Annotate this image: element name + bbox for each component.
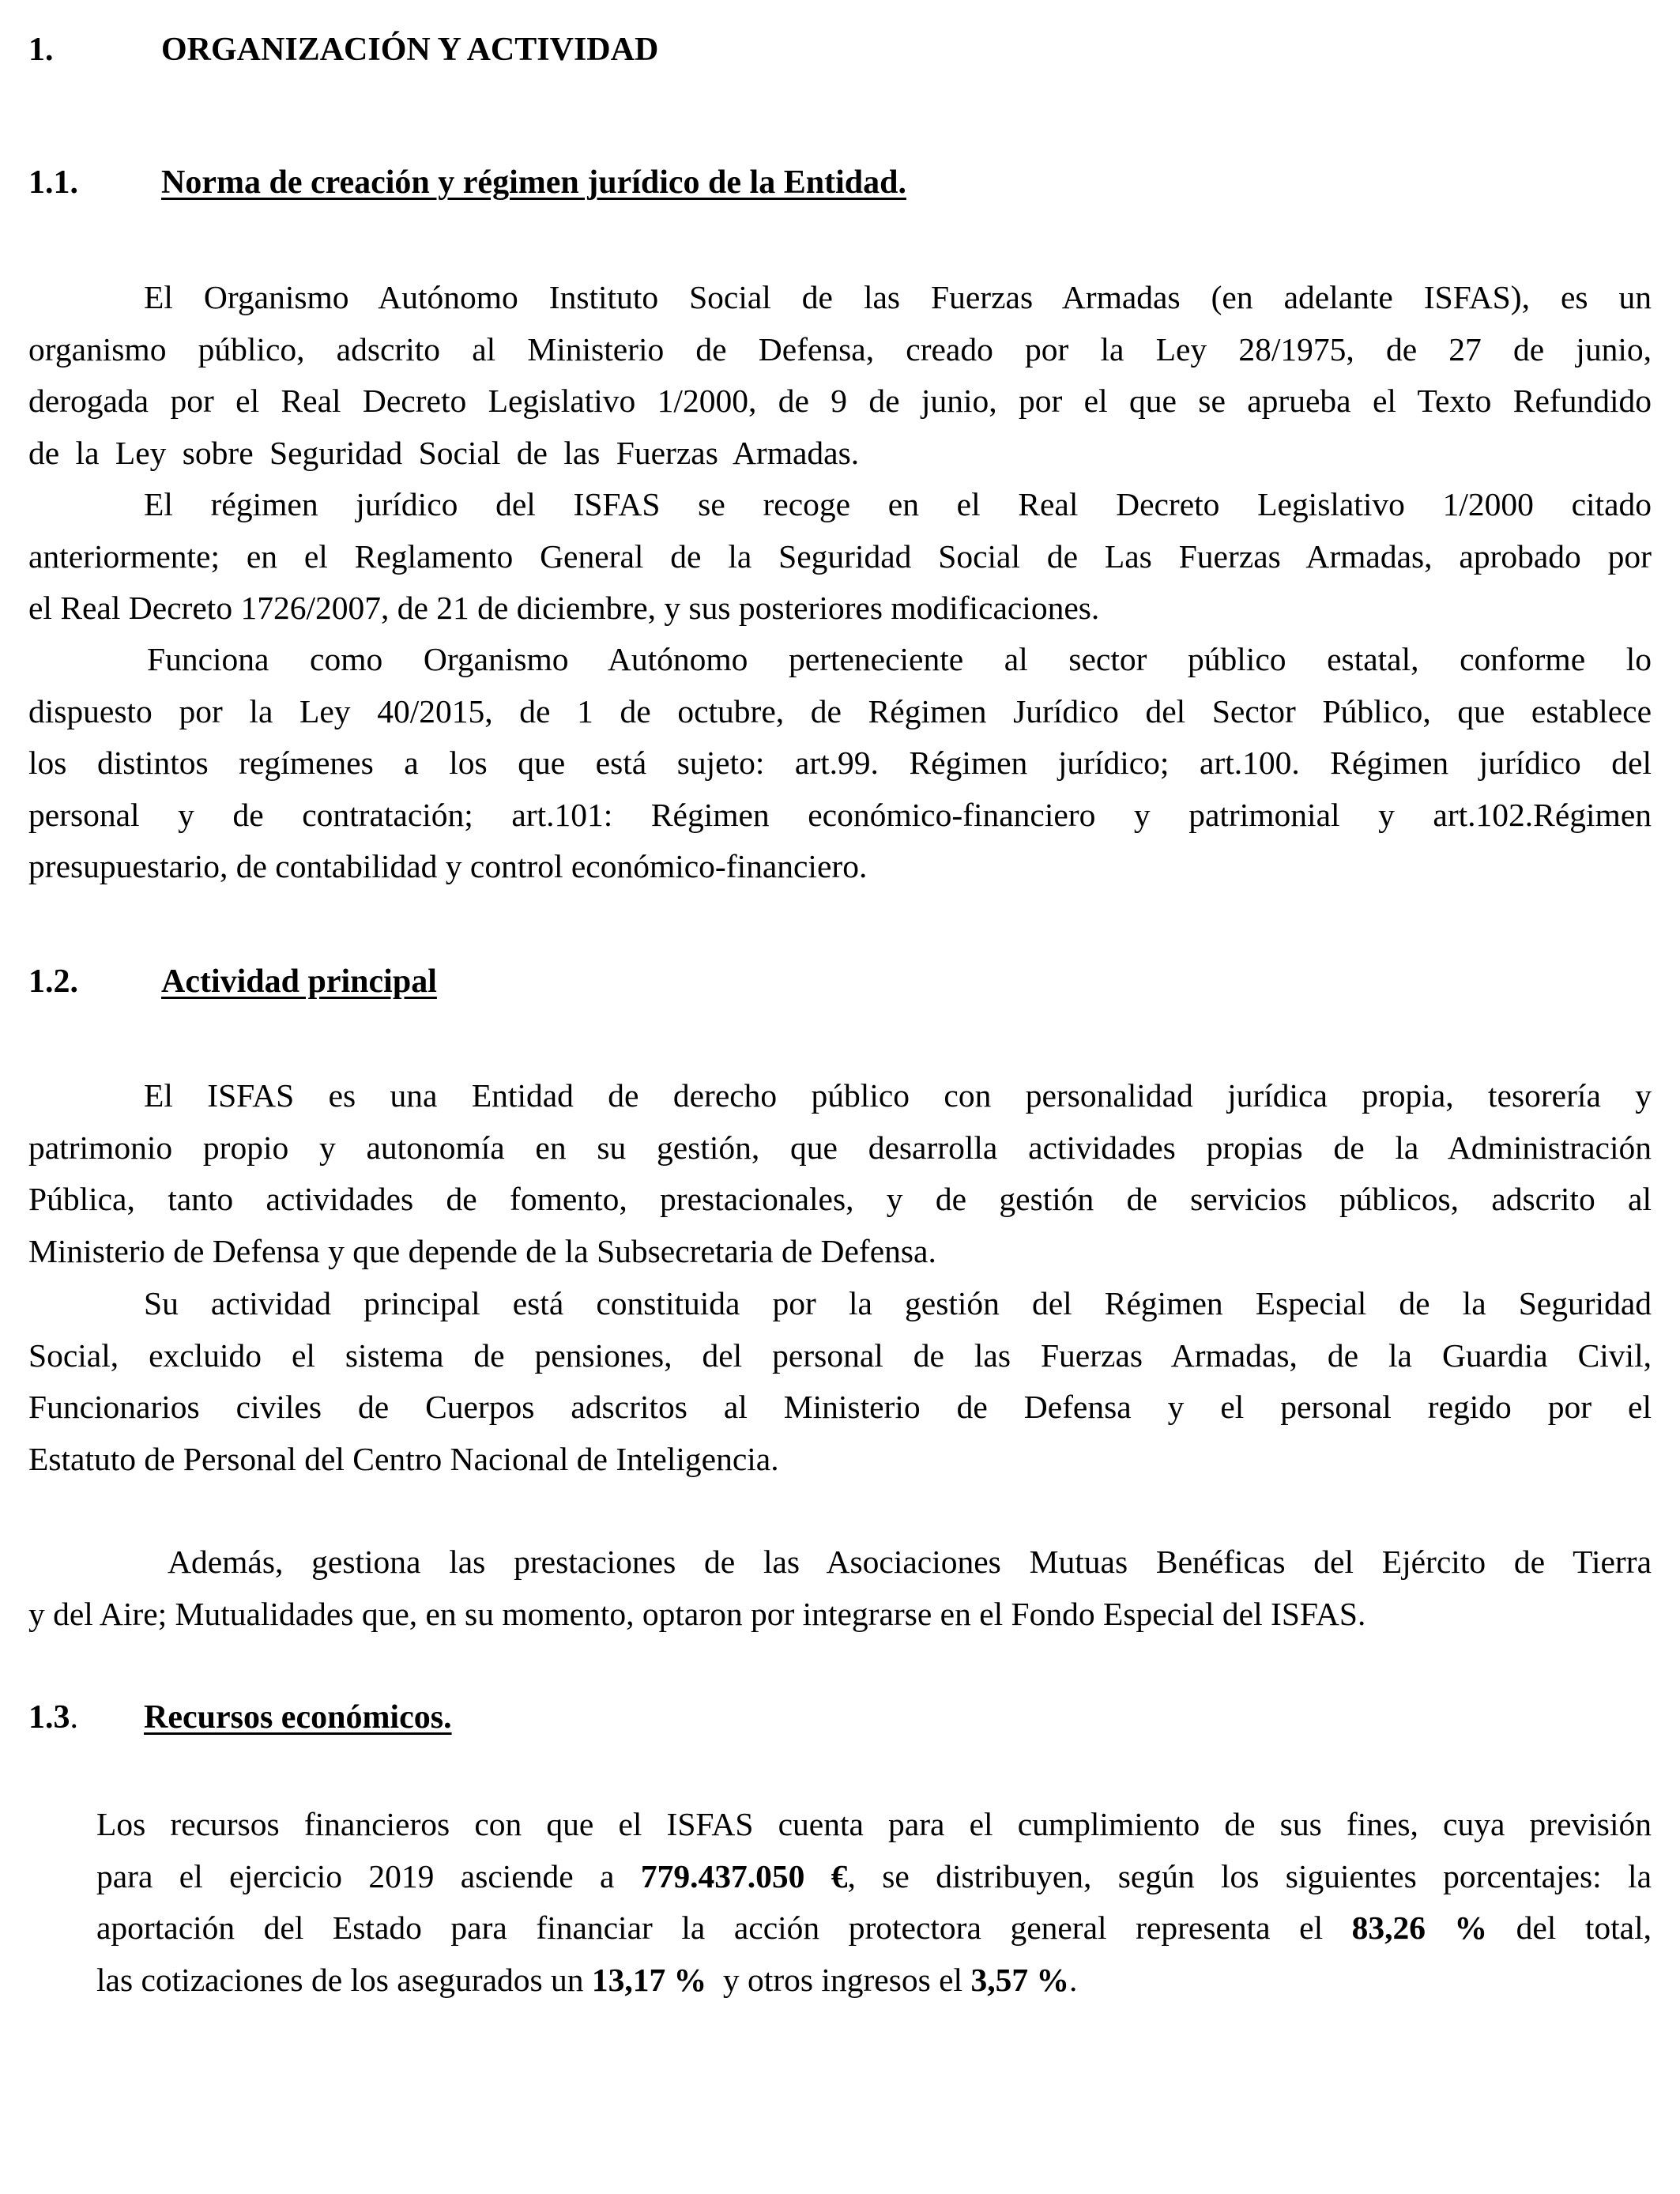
text-line: El Organismo Autónomo Instituto Social de las Fuerzas Armadas (en adelante ISFAS), es un <box>144 279 1652 315</box>
text-line: el Real Decreto 1726/2007, de 21 de diciembre, y sus posteriores modificaciones. <box>28 590 1100 626</box>
paragraph-legal-regime <box>28 479 1652 635</box>
text-line: Los recursos financieros con que el ISFAS cuenta para el cumplimiento de sus fines, cuya previsión <box>96 1806 1652 1842</box>
section-number-value: 1.3 <box>28 1699 70 1736</box>
text-line <box>96 1851 1652 1903</box>
section-title: Actividad principal <box>161 963 437 1000</box>
section-1-1-heading <box>28 163 1135 202</box>
text-fragment: aportación del Estado para financiar la acción protectora general representa el <box>96 1909 1352 1946</box>
text-line: Su actividad principal está constituida por la gestión del Régimen Especial de la Seguridad <box>144 1285 1652 1321</box>
section-1-heading <box>28 30 819 70</box>
text-line: Social, excluido el sistema de pensiones, del personal de las Fuerzas Armadas, de la Guardia Civil, <box>28 1336 1652 1374</box>
text-line: Estatuto de Personal del Centro Nacional de Inteligencia. <box>28 1440 779 1477</box>
section-number: 1. <box>28 32 54 68</box>
text-line: de la Ley sobre Seguridad Social de las Fuerzas Armadas. <box>28 434 860 471</box>
budget-amount: 779.437.050 € <box>640 1857 848 1894</box>
state-contribution-percent: 83,26 % <box>1351 1909 1488 1946</box>
text-line: personal y de contratación; art.101: Régimen económico-financiero y patrimonial y art.102.Régimen <box>28 796 1652 833</box>
section-title: ORGANIZACIÓN Y ACTIVIDAD <box>161 32 659 68</box>
text-line: presupuestario, de contabilidad y control económico-financiero. <box>28 848 868 884</box>
section-1-2-heading <box>28 962 819 1001</box>
section-number <box>28 1698 78 1737</box>
text-line: los distintos regímenes a los que está sujeto: art.99. Régimen jurídico; art.100. Régimen jurídico del <box>28 745 1652 781</box>
text-line: Además, gestiona las prestaciones de las Asociaciones Mutuas Benéficas del Ejército de Tierra <box>168 1544 1652 1580</box>
text-fragment: del total, <box>1487 1909 1652 1946</box>
paragraph-main-activity <box>28 1278 1652 1485</box>
text-line: organismo público, adscrito al Ministerio de Defensa, creado por la Ley 28/1975, de 27 de junio, <box>28 330 1652 368</box>
section-title: Norma de creación y régimen jurídico de la Entidad. <box>161 164 906 201</box>
text-line: Pública, tanto actividades de fomento, prestacionales, y de gestión de servicios públicos, adscrito al <box>28 1181 1652 1217</box>
text-line: dispuesto por la Ley 40/2015, de 1 de octubre, de Régimen Jurídico del Sector Público, que establece <box>28 692 1652 729</box>
text-fragment: para el ejercicio 2019 asciende a <box>96 1857 641 1894</box>
text-line <box>96 1902 1652 1955</box>
text-line: anteriormente; en el Reglamento General de la Seguridad Social de Las Fuerzas Armadas, aprobado por <box>28 537 1652 575</box>
paragraph-isfas-definition <box>28 272 1652 479</box>
text-fragment: y otros ingresos el <box>706 1961 971 1998</box>
text-line: Ministerio de Defensa y que depende de la Subsecretaria de Defensa. <box>28 1232 936 1269</box>
text-fragment: las cotizaciones de los asegurados un <box>96 1961 592 1998</box>
section-1-3-heading <box>28 1698 819 1737</box>
text-line: y del Aire; Mutualidades que, en su momento, optaron por integrarse en el Fondo Especial del ISFAS. <box>28 1595 1366 1632</box>
text-line: Funciona como Organismo Autónomo perteneciente al sector público estatal, conforme lo <box>147 641 1652 677</box>
paragraph-public-entity <box>28 1070 1652 1277</box>
text-line: El ISFAS es una Entidad de derecho público con personalidad jurídica propia, tesorería y <box>144 1077 1652 1114</box>
text-fragment: . <box>1068 1961 1078 1998</box>
section-number: 1.1. <box>28 164 78 201</box>
section-number: 1.2. <box>28 963 78 1000</box>
paragraph-autonomous-body <box>28 634 1652 893</box>
section-number-dot: . <box>70 1699 78 1736</box>
text-line: derogada por el Real Decreto Legislativo 1/2000, de 9 de junio, por el que se aprueba el Texto Refundido <box>28 383 1652 419</box>
text-line: Funcionarios civiles de Cuerpos adscritos al Ministerio de Defensa y el personal regido por el <box>28 1389 1652 1425</box>
other-income-percent: 3,57 % <box>970 1961 1069 1998</box>
section-title: Recursos económicos. <box>144 1699 452 1736</box>
text-line: El régimen jurídico del ISFAS se recoge en el Real Decreto Legislativo 1/2000 citado <box>144 486 1652 522</box>
paragraph-economic-resources <box>96 1799 1652 2006</box>
paragraph-mutual-associations <box>28 1536 1652 1640</box>
text-line <box>96 1955 1652 2007</box>
text-fragment: , se distribuyen, según los siguientes porcentajes: la <box>847 1857 1652 1894</box>
contributions-percent: 13,17 % <box>591 1961 707 1998</box>
text-line: patrimonio propio y autonomía en su gestión, que desarrolla actividades propias de la Administración <box>28 1129 1652 1166</box>
